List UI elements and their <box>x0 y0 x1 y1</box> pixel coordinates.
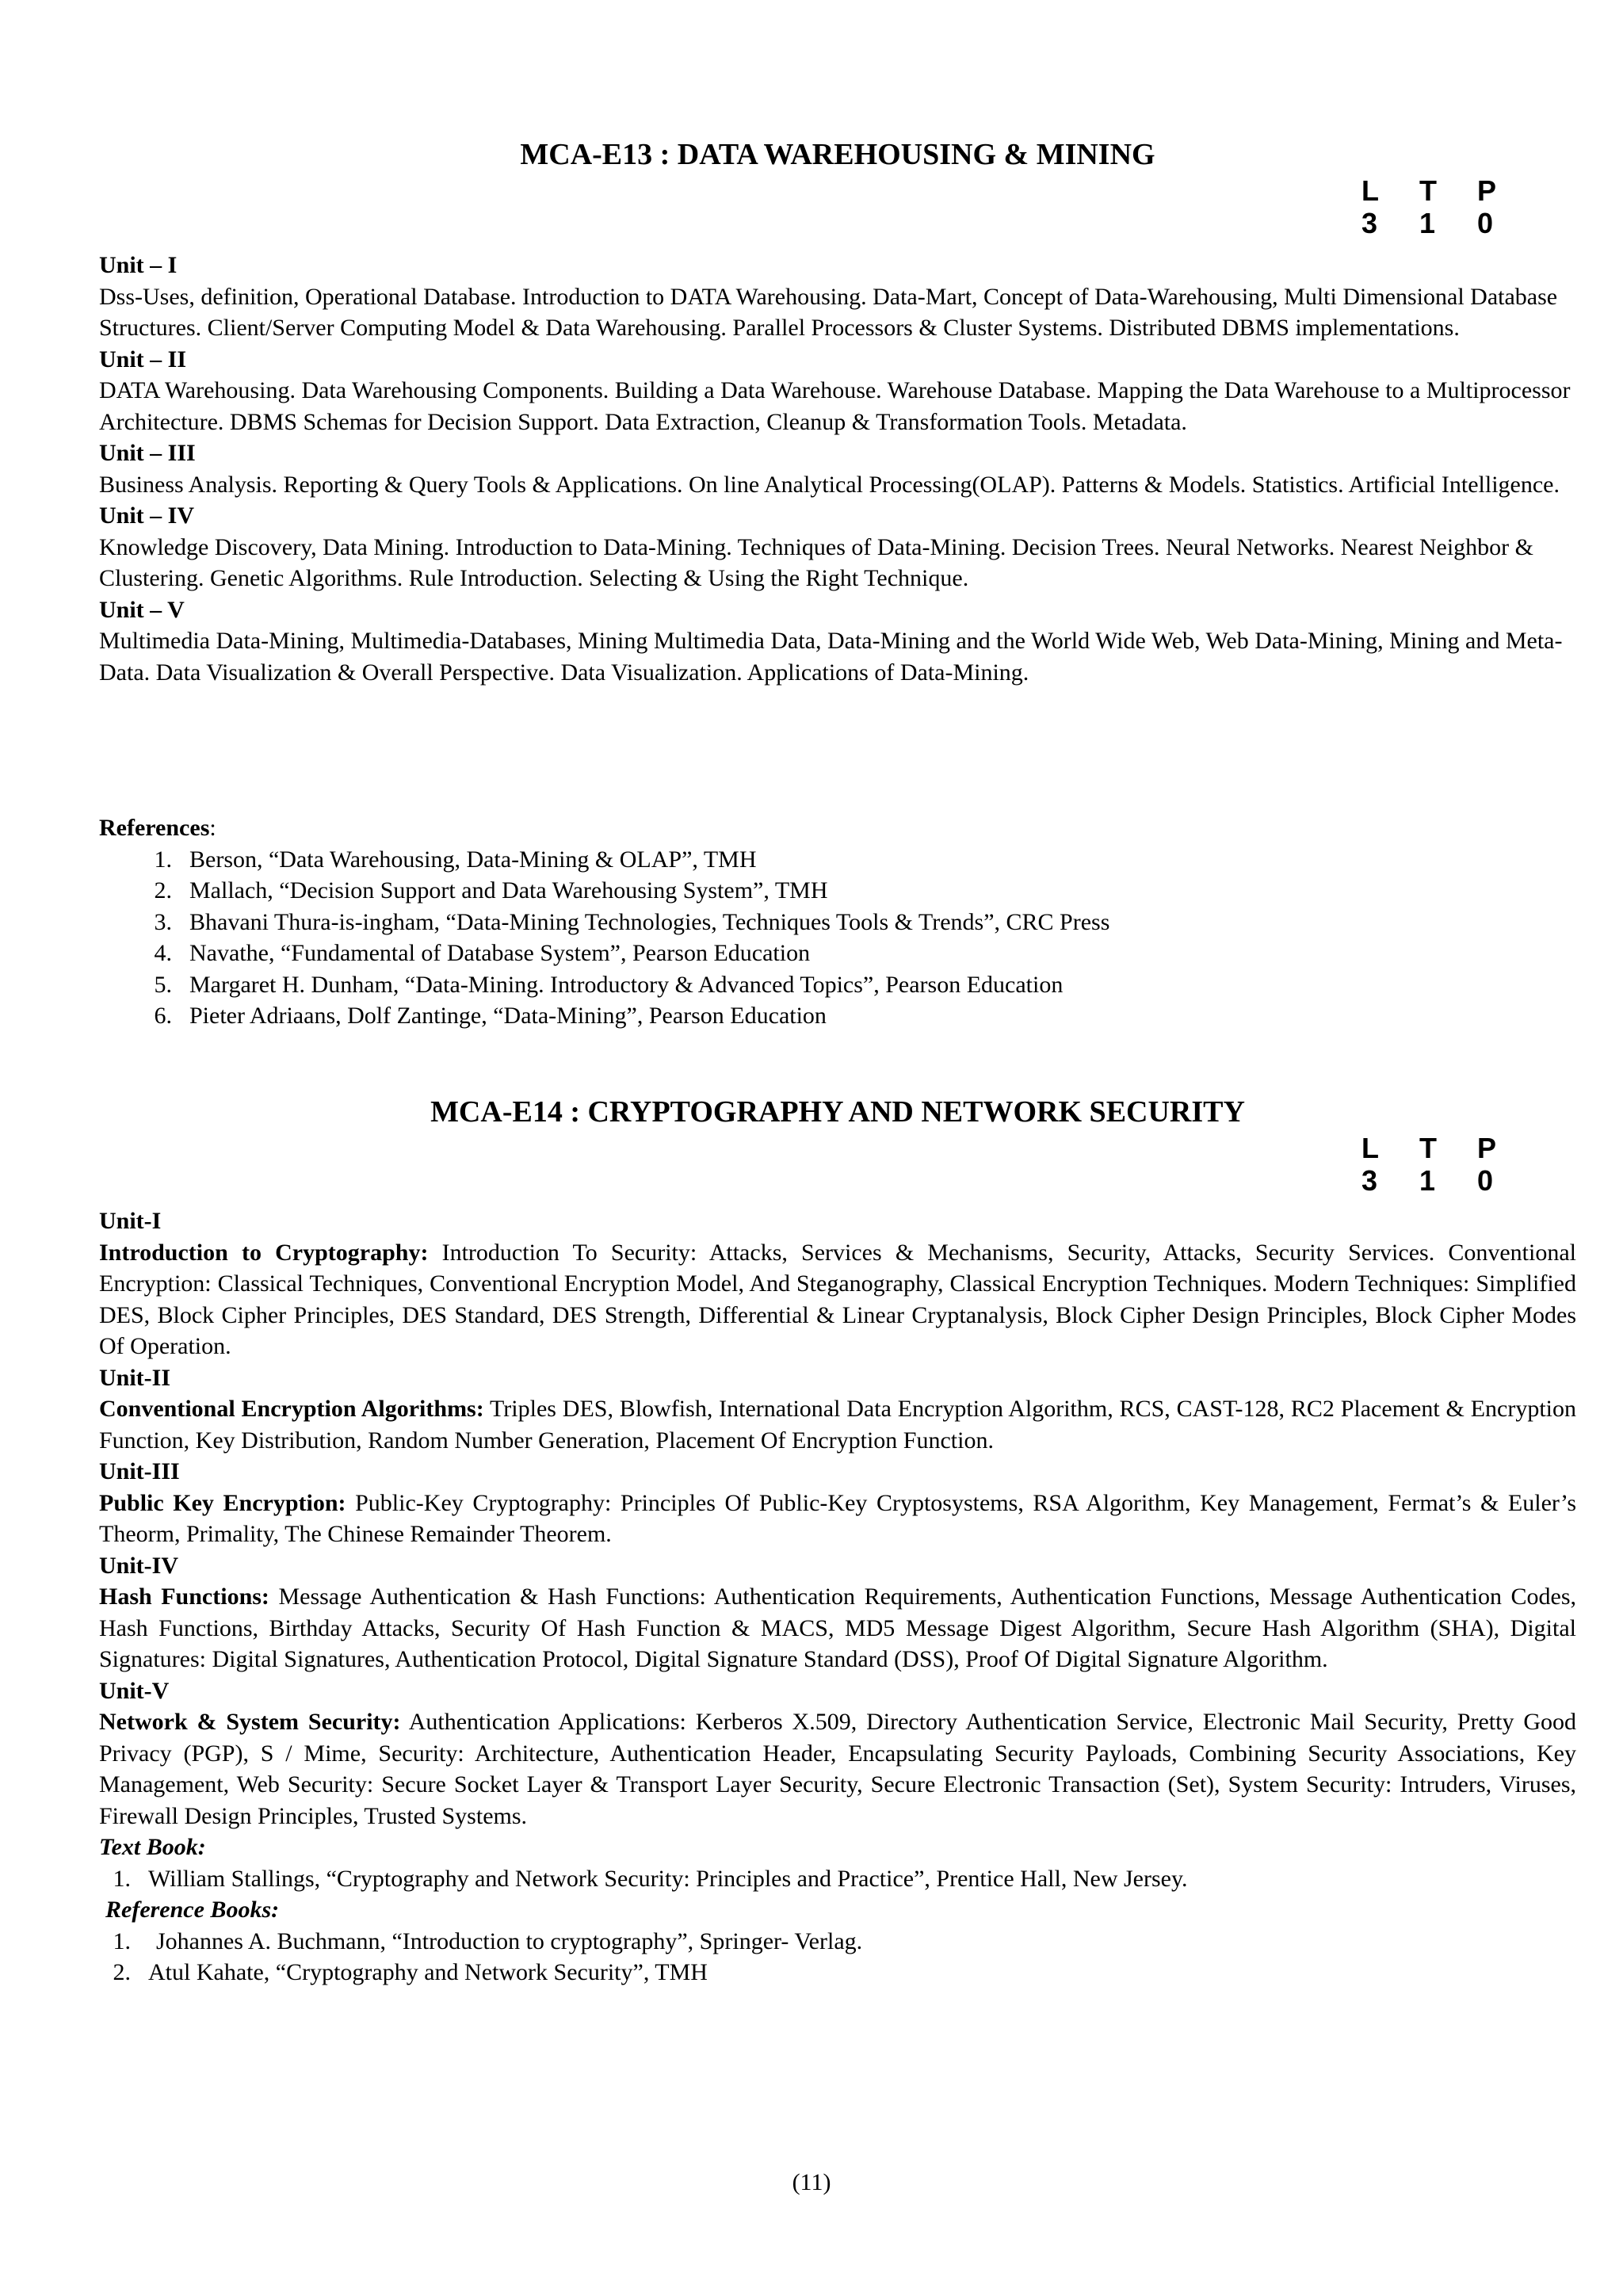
unit-lead: Conventional Encryption Algorithms: <box>99 1396 484 1422</box>
list-item <box>99 907 1576 938</box>
reference-text: Margaret H. Dunham, “Data-Mining. Introductory & Advanced Topics”, Pearson Education <box>189 971 1064 998</box>
list-number: 5. <box>154 971 172 998</box>
unit-text: Dss-Uses, definition, Operational Database. Introduction to DATA Warehousing. Data-Mart, Concept of Data-Warehousing, Multi Dimensional Database Structures. Client/Server Computing Model & Data Warehousing. Parallel Processors & Cluster Systems. Distributed DBMS implementations. <box>99 283 1558 341</box>
list-item <box>99 1000 1576 1032</box>
course-e13-units <box>99 250 1576 688</box>
reference-text: Pieter Adriaans, Dolf Zantinge, “Data-Mining”, Pearson Education <box>189 1003 827 1029</box>
course-title-e13: MCA-E13 : DATA WAREHOUSING & MINING <box>520 138 1155 171</box>
unit-label: Unit – III <box>99 440 196 466</box>
unit-label: Unit-V <box>99 1677 170 1704</box>
unit-label: Unit-I <box>99 1208 162 1234</box>
list-number: 4. <box>154 940 172 966</box>
reference-book-entry: Johannes A. Buchmann, “Introduction to cryptography”, Springer- Verlag. <box>156 1927 863 1954</box>
ltp-value-p: 0 <box>1477 207 1494 239</box>
references-heading-line <box>99 812 1576 844</box>
unit-text <box>99 1706 1576 1832</box>
unit-label: Unit – IV <box>99 502 195 529</box>
unit-text <box>99 1488 1576 1550</box>
ltp-value-t: 1 <box>1419 207 1436 239</box>
ltp-value-p: 0 <box>1477 1164 1494 1197</box>
list-item <box>99 875 1576 907</box>
unit-text <box>99 1581 1576 1675</box>
references-heading: References <box>99 815 210 841</box>
ltp-label-t: T <box>1419 174 1437 207</box>
list-item <box>99 969 1576 1001</box>
course-title-e14: MCA-E14 : CRYPTOGRAPHY AND NETWORK SECURITY <box>430 1095 1245 1129</box>
reference-text: Berson, “Data Warehousing, Data-Mining & OLAP”, TMH <box>189 846 757 873</box>
unit-body: Triples DES, Blowfish, International Data Encryption Algorithm, RCS, CAST-128, RC2 Placement & Encryption Function, Key Distribution, Random Number Generation, Placement Of Encryption Function. <box>99 1396 1576 1454</box>
ltp-label-p: P <box>1477 174 1497 207</box>
ltp-value-l: 3 <box>1361 207 1378 239</box>
unit-text: Multimedia Data-Mining, Multimedia-Databases, Mining Multimedia Data, Data-Mining and the World Wide Web, Web Data-Mining, Mining and Meta-Data. Data Visualization & Overall Perspective. Data Visualization. Applications of Data-Mining. <box>99 628 1563 686</box>
unit-text <box>99 1237 1576 1362</box>
list-number: 1. <box>154 846 172 873</box>
unit-text: Knowledge Discovery, Data Mining. Introduction to Data-Mining. Techniques of Data-Mining. Decision Trees. Neural Networks. Nearest Neighbor & Clustering. Genetic Algorithms. Rule Introduction. Selecting & Using the Right Technique. <box>99 533 1534 591</box>
list-item <box>99 938 1576 969</box>
unit-lead: Network & System Security: <box>99 1709 401 1735</box>
unit-lead: Hash Functions: <box>99 1584 269 1610</box>
reference-text: Bhavani Thura-is-ingham, “Data-Mining Technologies, Techniques Tools & Trends”, CRC Press <box>189 908 1110 935</box>
ltp-value-t: 1 <box>1419 1164 1436 1197</box>
list-item <box>99 1863 1576 1895</box>
unit-text <box>99 1393 1576 1456</box>
references-list <box>99 844 1576 1032</box>
unit-body: Message Authentication & Hash Functions: Authentication Requirements, Authentication Functions, Message Authentication Codes, Hash Functions, Birthday Attacks, Security Of Hash Function & MACS, MD5 Message Digest Algorithm, Secure Hash Algorithm (SHA), Digital Signatures: Digital Signatures, Authentication Protocol, Digital Signature Standard (DSS), Proof Of Digital Signature Algorithm. <box>99 1584 1576 1672</box>
course-e14-units <box>99 1205 1576 1988</box>
list-number: 1. <box>113 1865 131 1892</box>
list-number: 6. <box>154 1003 172 1029</box>
unit-label: Unit – V <box>99 596 185 623</box>
unit-label: Unit – I <box>99 252 178 278</box>
list-item <box>99 844 1576 876</box>
list-number: 3. <box>154 908 172 935</box>
text-book-entry: William Stallings, “Cryptography and Network Security: Principles and Practice”, Prentice Hall, New Jersey. <box>148 1865 1188 1892</box>
reference-book-entry: Atul Kahate, “Cryptography and Network Security”, TMH <box>148 1959 708 1985</box>
unit-lead: Introduction to Cryptography: <box>99 1239 429 1266</box>
unit-label: Unit-III <box>99 1458 180 1484</box>
text-book-heading: Text Book: <box>99 1834 206 1860</box>
reference-text: Mallach, “Decision Support and Data Warehousing System”, TMH <box>189 877 828 904</box>
unit-body: Public-Key Cryptography: Principles Of Public-Key Cryptosystems, RSA Algorithm, Key Management, Fermat’s & Euler’s Theorm, Primality, The Chinese Remainder Theorem. <box>99 1489 1576 1547</box>
ltp-label-p: P <box>1477 1132 1497 1164</box>
unit-label: Unit – II <box>99 346 187 372</box>
ltp-table-e13 <box>1361 174 1536 239</box>
ltp-label-t: T <box>1419 1132 1437 1164</box>
unit-body: Introduction To Security: Attacks, Services & Mechanisms, Security, Attacks, Security Services. Conventional Encryption: Classical Techniques, Conventional Encryption Model, And Steganography, Classical Encryption Techniques. Modern Techniques: Simplified DES, Block Cipher Principles, DES Standard, DES Strength, Differential & Linear Cryptanalysis, Block Cipher Design Principles, Block Cipher Modes Of Operation. <box>99 1239 1576 1359</box>
unit-body: Authentication Applications: Kerberos X.509, Directory Authentication Service, Electronic Mail Security, Pretty Good Privacy (PGP), S / Mime, Security: Architecture, Authentication Header, Encapsulating Security Payloads, Combining Security Associations, Key Management, Web Security: Secure Socket Layer & Transport Layer Security, Secure Electronic Transaction (Set), System Security: Intruders, Viruses, Firewall Design Principles, Trusted Systems. <box>99 1709 1576 1829</box>
unit-text: DATA Warehousing. Data Warehousing Components. Building a Data Warehouse. Warehouse Database. Mapping the Data Warehouse to a Multiprocessor Architecture. DBMS Schemas for Decision Support. Data Extraction, Cleanup & Transformation Tools. Metadata. <box>99 377 1571 435</box>
unit-label: Unit-II <box>99 1364 171 1391</box>
unit-label: Unit-IV <box>99 1552 179 1579</box>
unit-text: Business Analysis. Reporting & Query Tools & Applications. On line Analytical Processing(OLAP). Patterns & Models. Statistics. Artificial Intelligence. <box>99 471 1560 498</box>
list-item <box>99 1957 1576 1988</box>
ltp-table-e14 <box>1361 1132 1536 1197</box>
references-section <box>99 812 1576 1032</box>
ltp-label-l: L <box>1361 1132 1379 1164</box>
reference-books-heading: Reference Books: <box>105 1897 280 1923</box>
ltp-label-l: L <box>1361 174 1379 207</box>
list-number: 1. <box>113 1927 131 1954</box>
ltp-value-l: 3 <box>1361 1164 1378 1197</box>
unit-lead: Public Key Encryption: <box>99 1489 346 1516</box>
page-number: (11) <box>792 2169 831 2195</box>
list-item <box>99 1926 1576 1958</box>
list-number: 2. <box>113 1959 131 1985</box>
list-number: 2. <box>154 877 172 904</box>
reference-text: Navathe, “Fundamental of Database System”, Pearson Education <box>189 940 811 966</box>
references-colon: : <box>209 815 216 841</box>
